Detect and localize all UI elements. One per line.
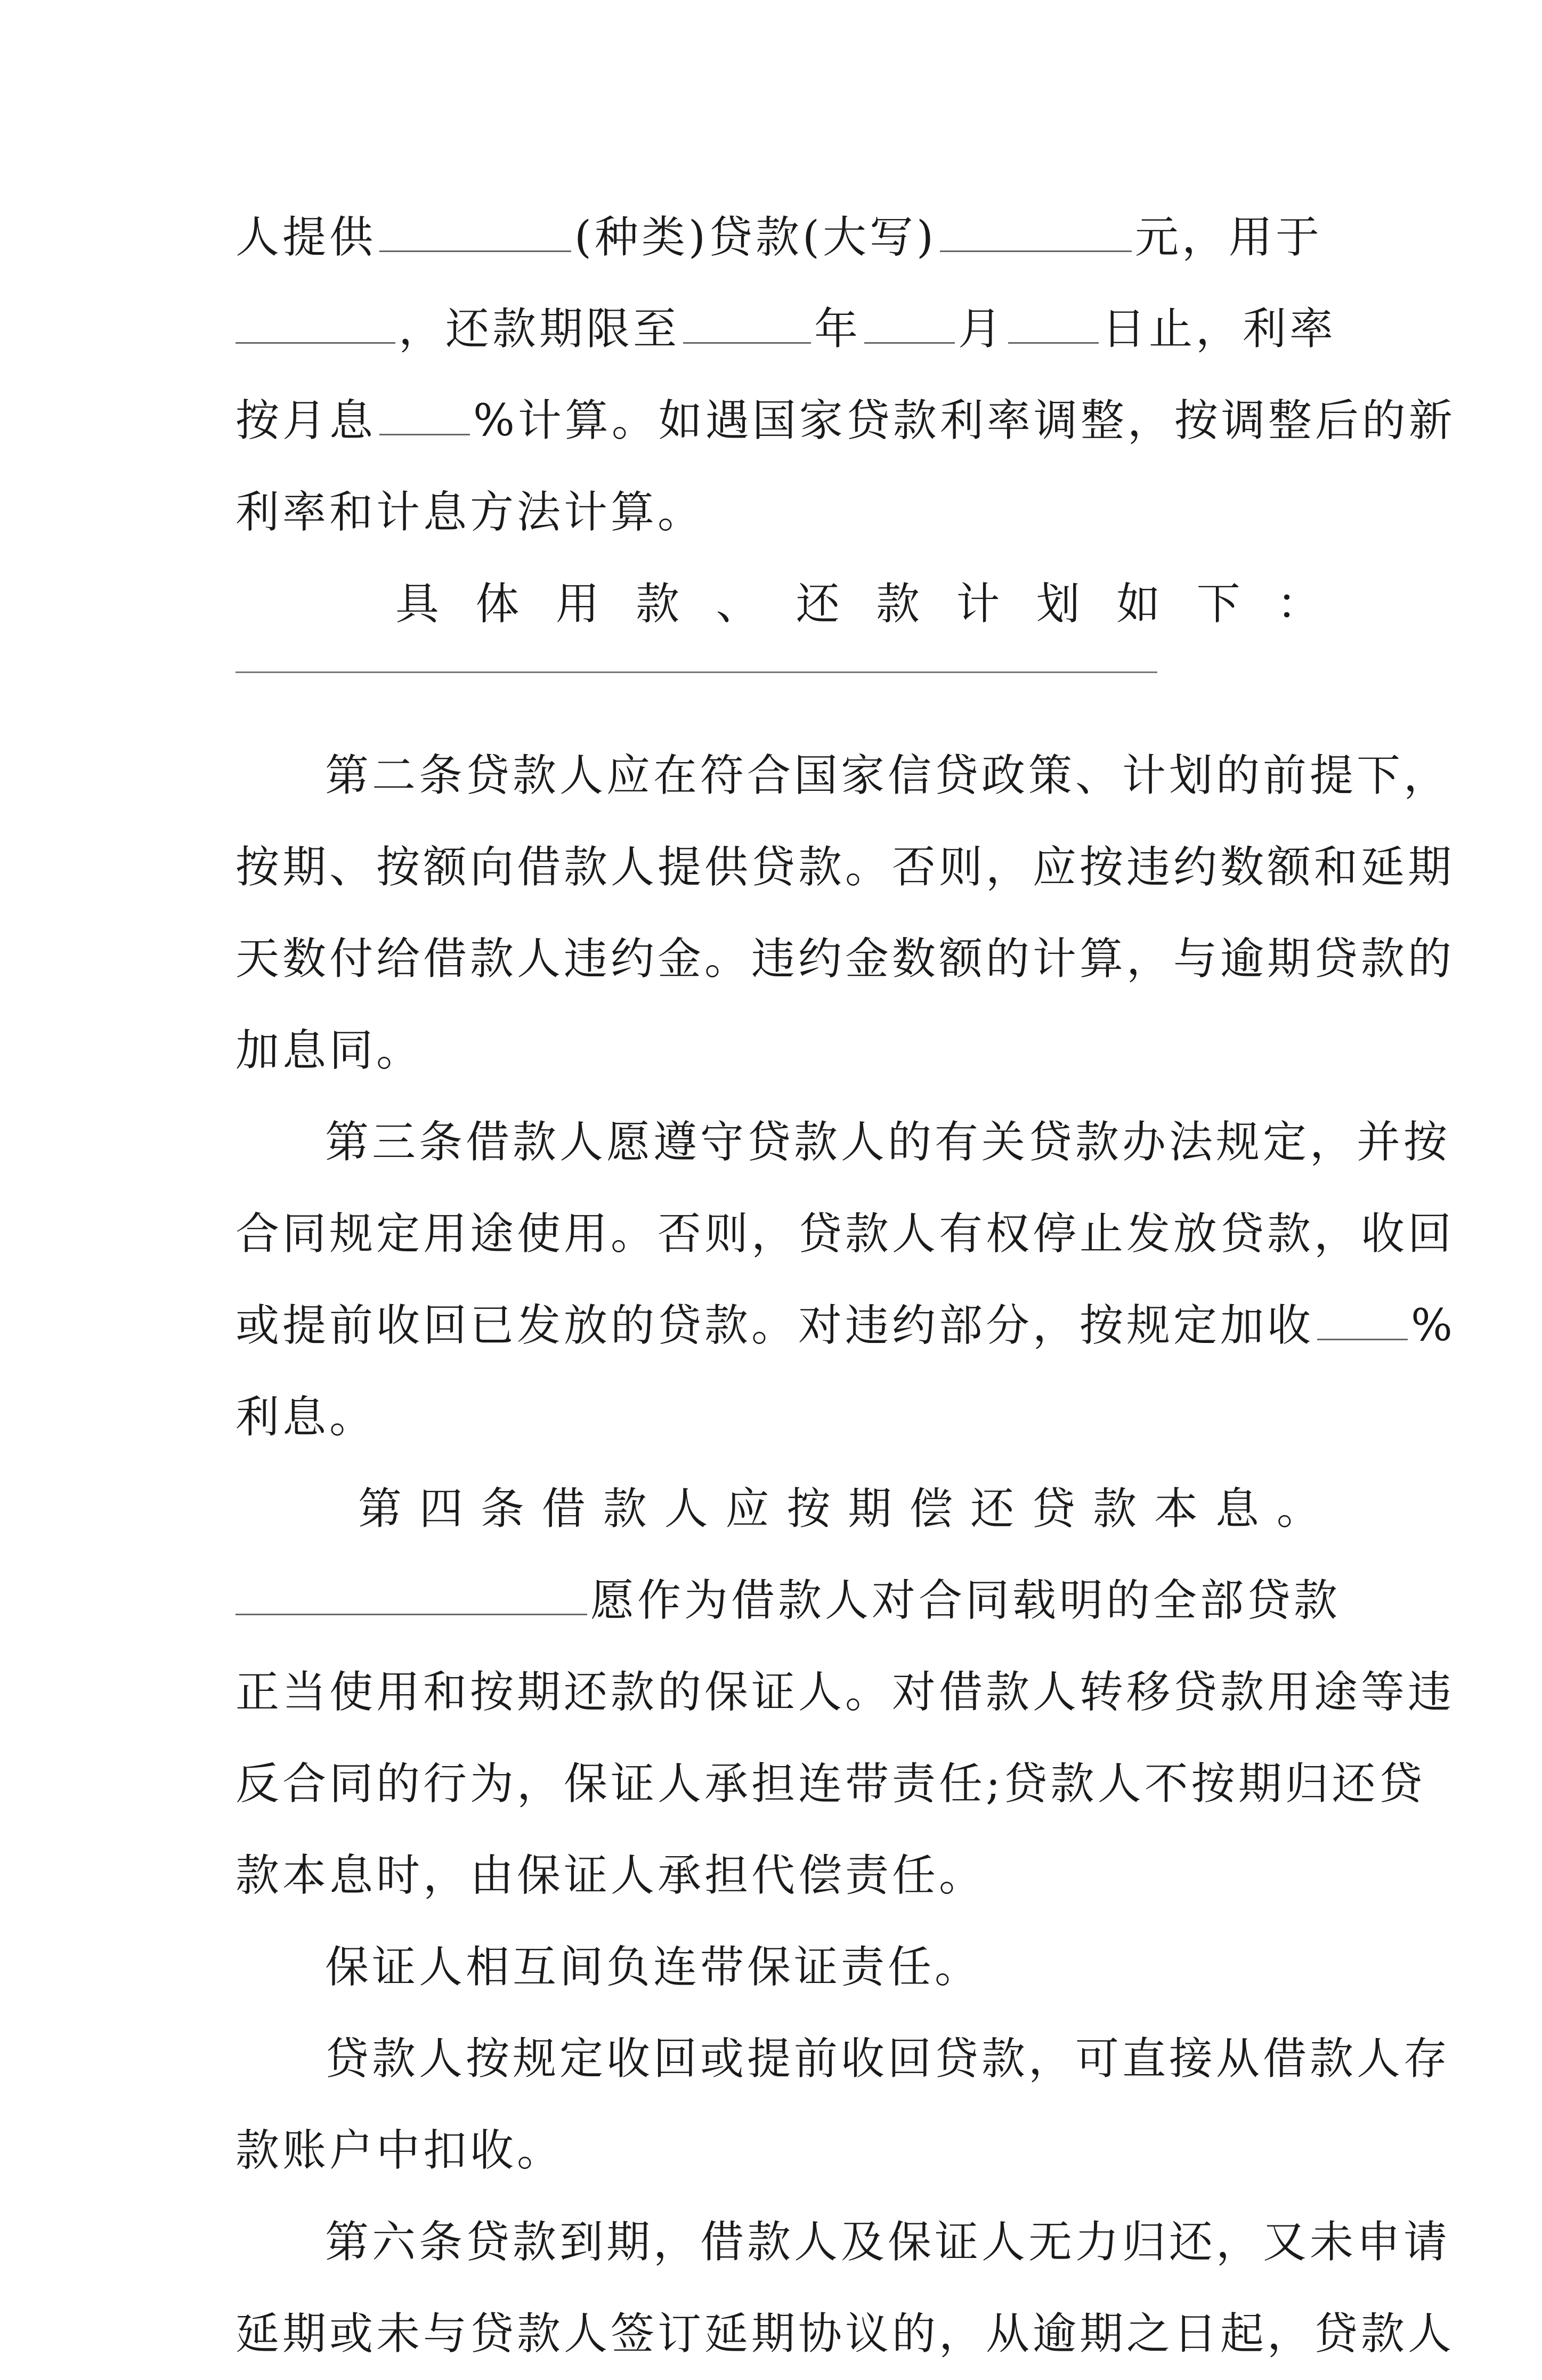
recovery-paragraph-line-1: 贷款人按规定收回或提前收回贷款，可直接从借款人存 xyxy=(325,2034,1451,2084)
article-2-line-2: 按期、按额向借款人提供贷款。否则，应按违约数额和延期 xyxy=(236,842,1455,893)
article-2-line-4: 加息同。 xyxy=(236,1025,424,1076)
document-body xyxy=(236,192,1456,2380)
article-6-line-2: 延期或未与贷款人签订延期协议的，从逾期之日起，贷款人 xyxy=(236,2309,1455,2359)
day-blank[interactable] xyxy=(1008,304,1099,344)
article-3-line-3: 或提前收回已发放的贷款。对违约部分，按规定加收 % xyxy=(236,1300,1456,1351)
penalty-rate-blank[interactable] xyxy=(1317,1300,1408,1340)
purpose-blank[interactable] xyxy=(236,304,395,344)
repayment-plan-blank-line[interactable] xyxy=(236,650,1320,730)
loan-terms-line-4: 利率和计息方法计算。 xyxy=(236,487,705,538)
recovery-paragraph-line-2: 款账户中扣收。 xyxy=(236,2125,564,2176)
underline-rule xyxy=(236,671,1157,673)
repayment-plan-heading: 具 体 用 款 、 还 款 计 划 如 下 ： xyxy=(395,579,1320,629)
article-4-line-3: 正当使用和按期还款的保证人。对借款人转移贷款用途等违 xyxy=(236,1667,1455,1718)
month-blank[interactable] xyxy=(864,304,955,344)
guarantee-paragraph: 保证人相互间负连带保证责任。 xyxy=(325,1942,982,1993)
loan-terms-line-3: 按月息 %计算。如遇国家贷款利率调整，按调整后的新 xyxy=(236,395,1456,446)
loan-terms-line-2: ，还款期限至 年 月 日止，利率 xyxy=(236,284,1320,375)
article-4-line-1: 第 四 条 借 款 人 应 按 期 偿 还 贷 款 本 息 。 xyxy=(358,1484,1320,1534)
guarantor-blank[interactable] xyxy=(236,1575,587,1615)
article-4-line-2: 愿作为借款人对合同载明的全部贷款 xyxy=(236,1555,1320,1647)
loan-terms-line-1: 人提供 (种类)贷款(大写) 元，用于 xyxy=(236,212,1322,263)
article-4-line-4: 反合同的行为，保证人承担连带责任;贷款人不按期归还贷 xyxy=(236,1759,1426,1809)
article-3-line-4: 利息。 xyxy=(236,1392,377,1443)
loan-type-blank[interactable] xyxy=(379,212,571,252)
article-4-line-5: 款本息时，由保证人承担代偿责任。 xyxy=(236,1850,986,1901)
monthly-rate-blank[interactable] xyxy=(379,395,470,435)
article-2-line-3: 天数付给借款人违约金。违约金数额的计算，与逾期贷款的 xyxy=(236,934,1455,984)
year-blank[interactable] xyxy=(683,304,811,344)
article-3-line-2: 合同规定用途使用。否则，贷款人有权停止发放贷款，收回 xyxy=(236,1209,1455,1259)
article-2-line-1: 第二条贷款人应在符合国家信贷政策、计划的前提下， xyxy=(325,750,1451,801)
article-3-line-1: 第三条借款人愿遵守贷款人的有关贷款办法规定，并按 xyxy=(325,1117,1451,1168)
article-6-line-1: 第六条贷款到期，借款人及保证人无力归还，又未申请 xyxy=(325,2217,1451,2268)
amount-blank[interactable] xyxy=(940,212,1132,252)
